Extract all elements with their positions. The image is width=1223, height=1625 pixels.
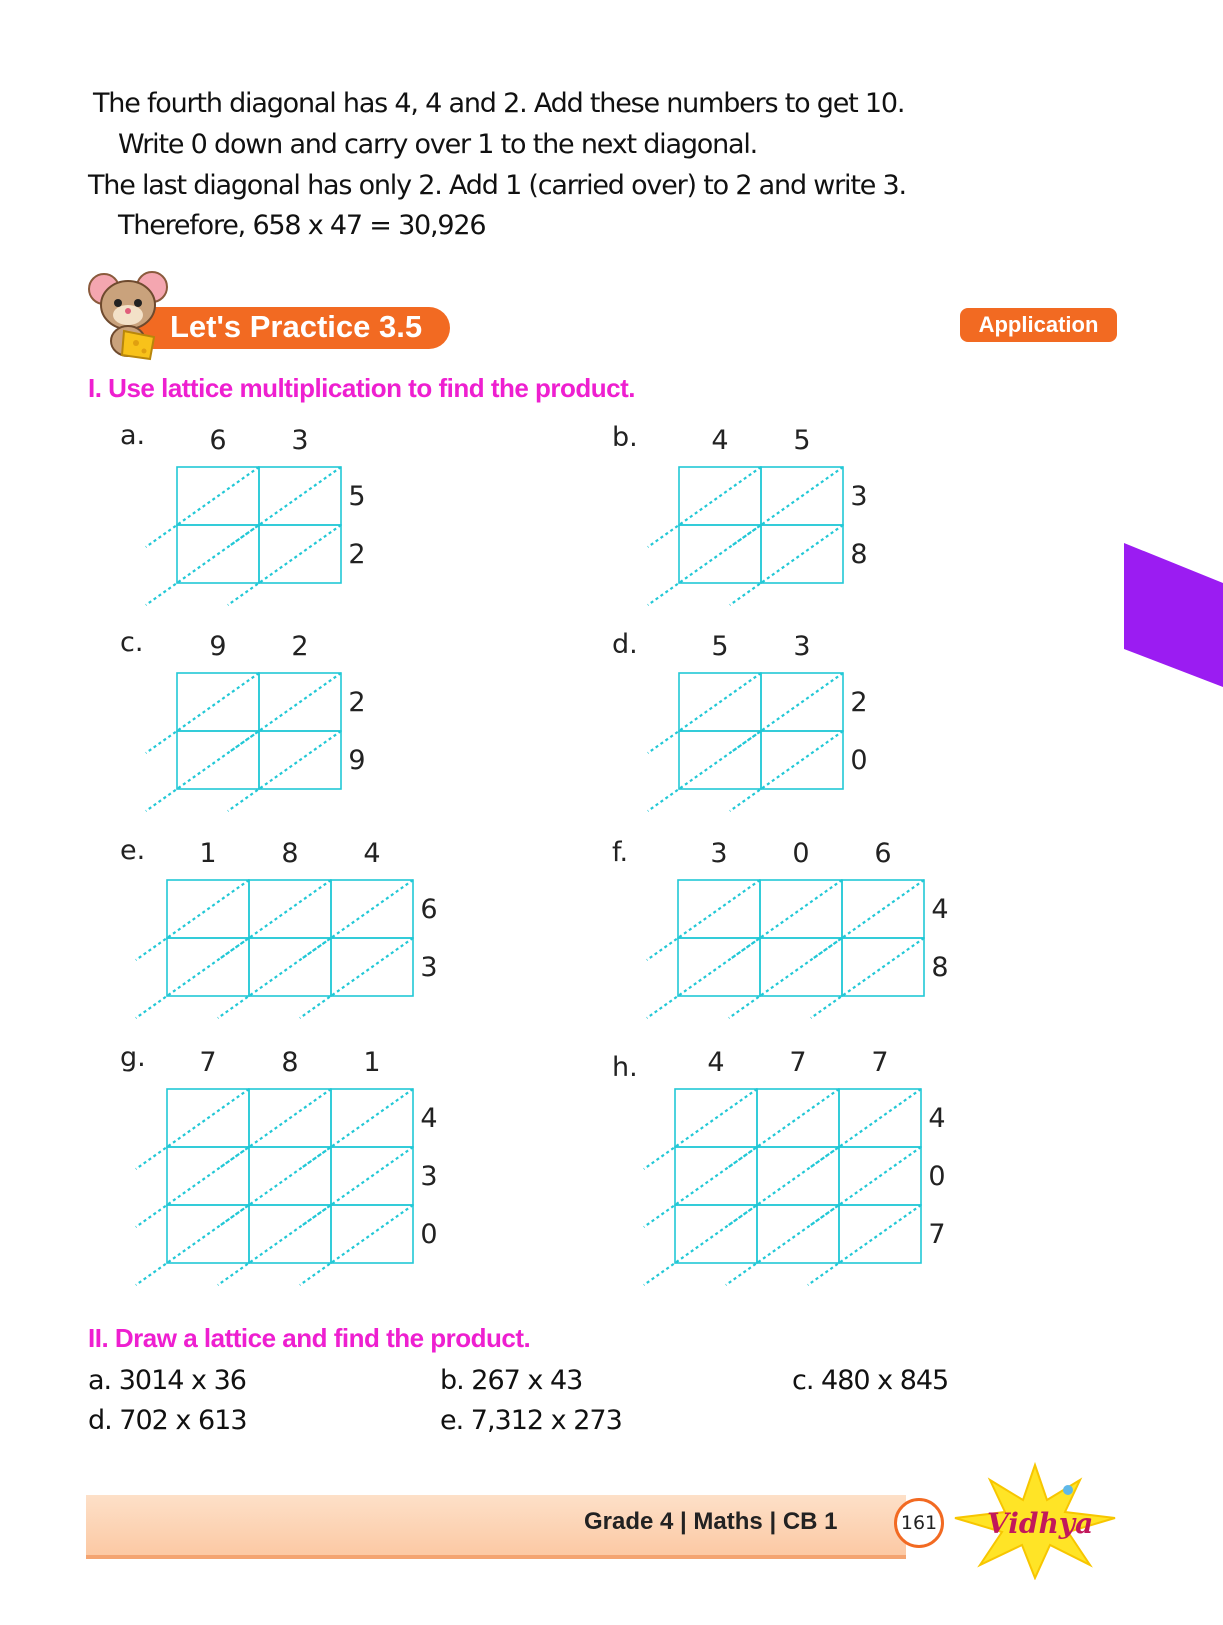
intro-line-1: The fourth diagonal has 4, 4 and 2. Add these numbers to get 10.	[93, 88, 905, 119]
lattice-diagonal	[644, 1089, 757, 1169]
side-digit: 2	[348, 687, 366, 718]
side-digit: 7	[928, 1219, 946, 1250]
lattice-diagonal	[730, 731, 843, 811]
lattice-grid[interactable]	[618, 830, 949, 983]
lattice-diagonal	[136, 880, 249, 960]
top-digit: 4	[707, 1047, 725, 1078]
lattice-diagonal	[146, 731, 259, 811]
lattice-diagonal	[811, 938, 924, 1018]
intro-line-2: Write 0 down and carry over 1 to the next diagonal.	[118, 129, 758, 160]
side-digit: 9	[348, 745, 366, 776]
lattice-grid[interactable]	[107, 1039, 438, 1250]
part1-heading: I. Use lattice multiplication to find the product.	[88, 373, 636, 403]
top-digit: 7	[871, 1047, 889, 1078]
part2-heading: II. Draw a lattice and find the product.	[88, 1323, 531, 1353]
lattice-grid[interactable]	[107, 830, 438, 983]
top-digit: 8	[281, 838, 299, 869]
lattice-diagonal	[730, 525, 843, 605]
lattice-diagonal	[218, 938, 331, 1018]
side-digit: 3	[420, 952, 438, 983]
side-digit: 8	[931, 952, 949, 983]
lattice-diagonal	[729, 938, 842, 1018]
lattice-diagonal	[218, 1089, 331, 1169]
problem-label: f.	[612, 837, 629, 868]
top-digit: 5	[793, 425, 811, 456]
top-digit: 6	[874, 838, 892, 869]
top-digit: 5	[711, 631, 729, 662]
side-digit: 0	[850, 745, 868, 776]
side-digit: 3	[420, 1161, 438, 1192]
lattice-diagonal	[146, 673, 259, 753]
side-digit: 0	[420, 1219, 438, 1250]
lattice-diagonal	[228, 673, 341, 753]
lattice-diagonal	[218, 1205, 331, 1285]
intro-line-3: The last diagonal has only 2. Add 1 (carried over) to 2 and write 3.	[88, 170, 906, 201]
lattice-diagonal	[726, 1089, 839, 1169]
lattice-diagonal	[648, 673, 761, 753]
side-digit: 4	[420, 1103, 438, 1134]
side-digit: 8	[850, 539, 868, 570]
lattice-diagonal	[136, 1147, 249, 1227]
lattice-diagonal	[146, 467, 259, 547]
side-digit: 4	[928, 1103, 946, 1134]
lattice-grid[interactable]	[619, 417, 868, 570]
lattice-diagonal	[811, 880, 924, 960]
exercise-a: a. 3014 x 36	[88, 1365, 246, 1396]
lattice-diagonal	[146, 525, 259, 605]
top-digit: 1	[199, 838, 217, 869]
chapter-tab	[1124, 543, 1223, 687]
lattice-diagonal	[648, 525, 761, 605]
side-digit: 6	[420, 894, 438, 925]
lattice-grid[interactable]	[117, 417, 366, 570]
top-digit: 7	[199, 1047, 217, 1078]
lattice-diagonal	[648, 467, 761, 547]
lattice-diagonal	[136, 1205, 249, 1285]
lattice-diagonal	[808, 1205, 921, 1285]
side-digit: 5	[348, 481, 366, 512]
top-digit: 6	[209, 425, 227, 456]
lattice-diagonal	[808, 1089, 921, 1169]
top-digit: 4	[363, 838, 381, 869]
lattice-diagonal	[228, 467, 341, 547]
problem-label: c.	[120, 627, 144, 658]
lattice-diagonal	[300, 880, 413, 960]
top-digit: 3	[291, 425, 309, 456]
brand-logo-text: Vidhya	[987, 1507, 1094, 1540]
top-digit: 2	[291, 631, 309, 662]
lattice-diagonal	[808, 1147, 921, 1227]
problem-label: g.	[120, 1042, 146, 1073]
lattice-diagonal	[644, 1205, 757, 1285]
top-digit: 9	[209, 631, 227, 662]
lattice-diagonal	[218, 880, 331, 960]
exercise-d: d. 702 x 613	[88, 1405, 247, 1436]
footer-course-info: Grade 4 | Maths | CB 1	[584, 1508, 838, 1535]
exercise-c: c. 480 x 845	[792, 1365, 949, 1396]
lattice-diagonal	[136, 938, 249, 1018]
side-digit: 2	[850, 687, 868, 718]
top-digit: 3	[793, 631, 811, 662]
lattice-grid[interactable]	[615, 1039, 946, 1250]
top-digit: 3	[710, 838, 728, 869]
problem-label: b.	[612, 422, 638, 453]
lattice-diagonal	[726, 1147, 839, 1227]
page-number: 161	[894, 1498, 944, 1548]
lattice-diagonal	[644, 1147, 757, 1227]
intro-line-4: Therefore, 658 x 47 = 30,926	[118, 210, 486, 241]
lattice-diagonal	[300, 1147, 413, 1227]
lattice-diagonal	[300, 1205, 413, 1285]
lattice-diagonal	[647, 880, 760, 960]
top-digit: 4	[711, 425, 729, 456]
problem-label: d.	[612, 629, 638, 660]
problem-label: h.	[612, 1052, 638, 1083]
lattice-diagonal	[300, 1089, 413, 1169]
lattice-diagonal	[729, 880, 842, 960]
top-digit: 7	[789, 1047, 807, 1078]
mouse-mascot-icon	[86, 267, 176, 362]
exercise-e: e. 7,312 x 273	[440, 1405, 622, 1436]
side-digit: 4	[931, 894, 949, 925]
lattice-diagonal	[218, 1147, 331, 1227]
top-digit: 8	[281, 1047, 299, 1078]
lattice-grid[interactable]	[117, 623, 366, 776]
lattice-diagonal	[726, 1205, 839, 1285]
side-digit: 3	[850, 481, 868, 512]
exercise-b: b. 267 x 43	[440, 1365, 583, 1396]
lattice-diagonal	[730, 467, 843, 547]
lattice-diagonal	[648, 731, 761, 811]
top-digit: 0	[792, 838, 810, 869]
problem-label: e.	[120, 835, 146, 866]
side-digit: 0	[928, 1161, 946, 1192]
section-title: Let's Practice 3.5	[170, 309, 423, 344]
application-tag: Application	[960, 308, 1117, 342]
problem-label: a.	[120, 420, 146, 451]
side-digit: 2	[348, 539, 366, 570]
lattice-diagonal	[228, 525, 341, 605]
lattice-diagonal	[136, 1089, 249, 1169]
lattice-grid[interactable]	[619, 623, 868, 776]
lattice-diagonal	[730, 673, 843, 753]
top-digit: 1	[363, 1047, 381, 1078]
lattice-diagonal	[300, 938, 413, 1018]
lattice-diagonal	[647, 938, 760, 1018]
lattice-diagonal	[228, 731, 341, 811]
